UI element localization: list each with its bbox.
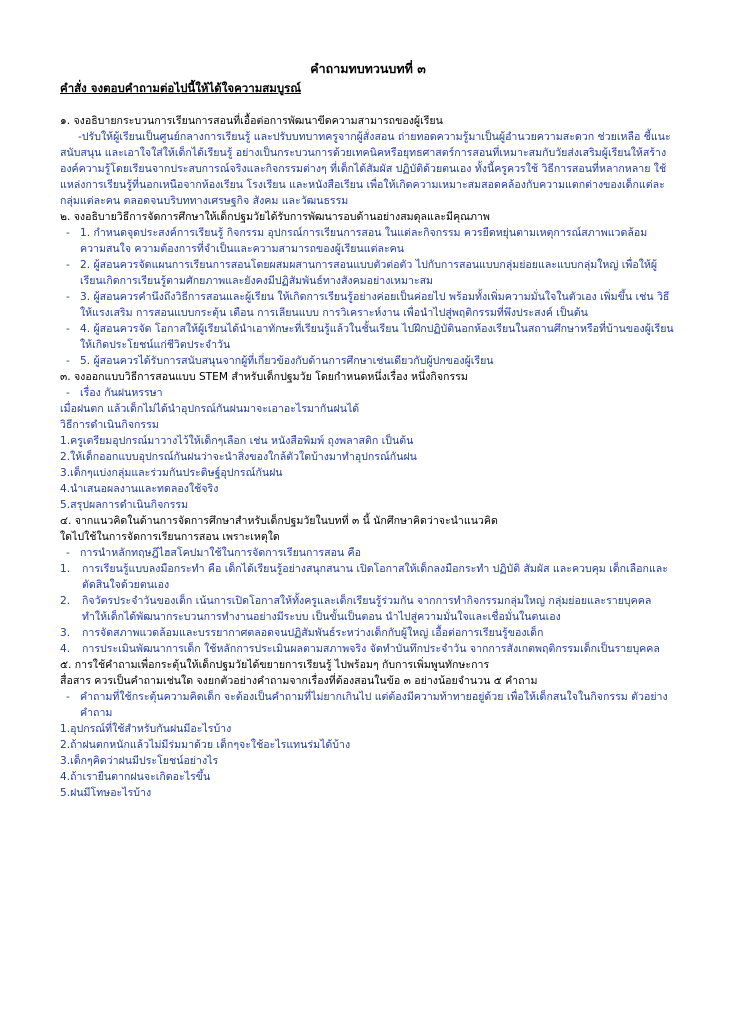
answer-5-line-3: 3.เด็กๆคิดว่าฝนมีประโยชน์อย่างไร — [60, 755, 219, 767]
answer-2-item-4: - 4. ผู้สอนควรจัด โอกาสให้ผู้เรียนได้นำเอาทักษะที่เรียนรู้แล้วในชั้นเรียน ไปฝึกปฏิบัตินอกห้องเรียนในสถานศึกษาหรือที่บ้านของผู้เรียนให้เกิดประโยชน์แก่ชีวิตประจำวัน — [60, 321, 676, 353]
answer-4-item — [60, 561, 676, 593]
answer-3-line-2: วิธีการดำเนินกิจกรรม — [60, 419, 159, 431]
answer-4-item — [60, 625, 676, 641]
item-number: 4. — [60, 643, 71, 655]
item-text: การจัดสภาพแวดล้อมและบรรยากาศตลอดจนปฏิสัมพันธ์ระหว่างเด็กกับผู้ใหญ่ เอื้อต่อการเรียนรู้ของเด็ก — [82, 627, 544, 639]
item-text: กิจวัตรประจำวันของเด็ก เน้นการเปิดโอกาสให้ทั้งครูและเด็กเรียนรู้ร่วมกัน จากการทำกิจกรรมกลุ่มใหญ่ กลุ่มย่อยและรายบุคคล ทำให้เด็กได้พัฒนากระบวนการทำงานอย่างมีระบบ เป็นขั้นเป็นตอน นำไปสู่ความมั่นใจและเชื่อมั่นในตนเอง — [82, 595, 652, 623]
answer-1: -ปรับให้ผู้เรียนเป็นศูนย์กลางการเรียนรู้ และปรับบทบาทครูจากผู้สั่งสอน ถ่ายทอดความรู้มาเป็นผู้อำนวยความสะดวก ช่วยเหลือ ชี้แนะ สนับสนุน และเอาใจใส่ให้เด็กได้เรียนรู้ อย่างเป็นกระบวนการด้วยเทคนิคหรือยุทธศาสตร์การสอนที่เหมาะสมกับวัยส่งเสริมผู้เรียนให้สร้างองค์ความรู้โดยเรียนจากประสบการณ์จริงและกิจกรรมต่างๆ ที่เด็กได้สัมผัส ปฏิบัติด้วยตนเอง ทั้งนี้ครูควรใช้ วิธีการสอนที่หลากหลาย ใช้แหล่งการเรียนรู้ที่นอกเหนือจากห้องเรียน โรงเรียน และหนังสือเรียน เพื่อให้เกิดความเหมาะสมสอดคล้องกับความแตกต่างของเด็กแต่ละกลุ่มแต่ละคน ตลอดจนบริบททางเศรษฐกิจ สังคม และวัฒนธรรม — [60, 131, 671, 207]
question-2: ๒. จงอธิบายวิธีการจัดการศึกษาให้เด็กปฐมวัยได้รับการพัฒนารอบด้านอย่างสมดุลและมีคุณภาพ — [60, 211, 490, 223]
question-1: ๑. จงอธิบายกระบวนการเรียนการสอนที่เอื้อต่อการพัฒนาขีดความสามารถของผู้เรียน — [60, 115, 443, 127]
question-4-line-2: ใดไปใช้ในการจัดการเรียนการสอน เพราะเหตุใด — [60, 531, 280, 543]
answer-3-line-5: 3.เด็กๆแบ่งกลุ่มและร่วมกันประดิษฐ์อุปกรณ์กันฝน — [60, 467, 283, 479]
answer-5-line-1: 1.อุปกรณ์ที่ใช้สำหรับกันฝนมีอะไรบ้าง — [60, 723, 232, 735]
item-text: การประเมินพัฒนาการเด็ก ใช้หลักการประเมินผลตามสภาพจริง จัดทำบันทึกประจำวัน จากการสังเกตพฤติกรรมเด็กเป็นรายบุคคล — [82, 643, 660, 655]
answer-2-item-5: - 5. ผู้สอนควรได้รับการสนับสนุนจากผู้ที่เกี่ยวข้องกับด้านการศึกษาเช่นเดียวกับผู้ปกของผู้เรียน — [60, 353, 676, 369]
item-number: 2. — [60, 595, 71, 607]
answer-3-topic: - เรื่อง กันฝนหรรษา — [60, 385, 676, 401]
question-3: ๓. จงออกแบบวิธีการสอนแบบ STEM สำหรับเด็กปฐมวัย โดยกำหนดหนึ่งเรื่อง หนึ่งกิจกรรม — [60, 371, 468, 383]
answer-3-line-3: 1.ครูเตรียมอุปกรณ์มาวางไว้ให้เด็กๆเลือก เช่น หนังสือพิมพ์ ถุงพลาสติก เป็นต้น — [60, 435, 414, 447]
answer-3-line-6: 4.นำเสนอผลงานและทดลองใช้จริง — [60, 483, 219, 495]
answer-2-item-2: - 2. ผู้สอนควรจัดแผนการเรียนการสอนโดยผสมผสานการสอนแบบตัวต่อตัว ไปกับการสอนแบบกลุ่มย่อยและแบบกลุ่มใหญ่ เพื่อให้ผู้เรียนเกิดการเรียนรู้ตามศักยภาพและยังคงมีปฏิสัมพันธ์ทางสังคมอย่างเหมาะสม — [60, 257, 676, 289]
answer-2-item-3: - 3. ผู้สอนควรคำนึงถึงวิธีการสอนและผู้เรียน ให้เกิดการเรียนรู้อย่างค่อยเป็นค่อยไป พร้อมทั้งเพิ่มความมั่นใจในตัวเอง เพิ่มขึ้น เช่น วิธีให้แรงเสริม การสอนแบบกระตุ้น เตือน การเลียนแบบ การวิเคราะห์งาน เพื่อนำไปสู่พฤติกรรมที่พึงประสงค์ เป็นต้น — [60, 289, 676, 321]
answer-4-intro: - การนำหลักทฤษฎีไฮสโคปมาใช้ในการจัดการเรียนการสอน คือ — [60, 545, 676, 561]
answer-5-line-2: 2.ถ้าฝนตกหนักแล้วไม่มีร่มมาด้วย เด็กๆจะใช้อะไรแทนร่มได้บ้าง — [60, 739, 351, 751]
question-4-line-1: ๔. จากแนวคิดในด้านการจัดการศึกษาสำหรับเด็กปฐมวัยในบทที่ ๓ นี้ นักศึกษาคิดว่าจะนำแนวคิด — [60, 515, 498, 527]
item-number: 3. — [60, 627, 71, 639]
answer-4-item — [60, 641, 676, 657]
instruction-heading: คำสั่ง จงตอบคำถามต่อไปนี้ให้ได้ใจความสมบูรณ์ — [60, 81, 302, 95]
answer-3-line-7: 5.สรุปผลการดำเนินกิจกรรม — [60, 499, 189, 511]
question-5-line-2: สื่อสาร ควรเป็นคำถามเช่นใด จงยกตัวอย่างคำถามจากเรื่องที่ต้องสอนในข้อ ๓ อย่างน้อยจำนวน ๕ คำถาม — [60, 675, 538, 687]
answer-5-intro: - คำถามที่ใช้กระตุ้นความคิดเด็ก จะต้องเป็นคำถามที่ไม่ยากเกินไป แต่ต้องมีความท้าทายอยู่ด้วย เพื่อให้เด็กสนใจในกิจกรรม ตัวอย่างคำถาม — [60, 689, 676, 721]
item-text: การเรียนรู้แบบลงมือกระทำ คือ เด็กได้เรียนรู้อย่างสนุกสนาน เปิดโอกาสให้เด็กลงมือกระทำ ปฏิบัติ สัมผัส และควบคุม เด็กเลือกและตัดสินใจด้วยตนเอง — [82, 563, 668, 591]
item-number: 1. — [60, 563, 71, 575]
answer-3-line-4: 2.ให้เด็กออกแบบอุปกรณ์กันฝนว่าจะนำสิ่งของใกล้ตัวใดบ้างมาทำอุปกรณ์กันฝน — [60, 451, 417, 463]
question-5-line-1: ๕. การใช้คำถามเพื่อกระตุ้นให้เด็กปฐมวัยได้ขยายการเรียนรู้ ไปพร้อมๆ กับการเพิ่มพูนทักษะการ — [60, 659, 490, 671]
answer-4-item — [60, 593, 676, 625]
answer-2-item-1: - 1. กำหนดจุดประสงค์การเรียนรู้ กิจกรรม อุปกรณ์การเรียนการสอน ในแต่ละกิจกรรม ควรยืดหยุ่นตามเหตุการณ์สภาพแวดล้อม ความสนใจ ความต้องการที่จำเป็นและความสามารถของผู้เรียนแต่ละคน — [60, 225, 676, 257]
answer-5-line-4: 4.ถ้าเรายืนตากฝนจะเกิดอะไรขึ้น — [60, 771, 211, 783]
answer-3-line-1: เมื่อฝนตก แล้วเด็กไม่ได้นำอุปกรณ์กันฝนมาจะเอาอะไรมากันฝนได้ — [60, 403, 360, 415]
answer-5-line-5: 5.ฝนมีโทษอะไรบ้าง — [60, 787, 152, 799]
page-title: คำถามทบทวนบทที่ ๓ — [310, 61, 426, 76]
